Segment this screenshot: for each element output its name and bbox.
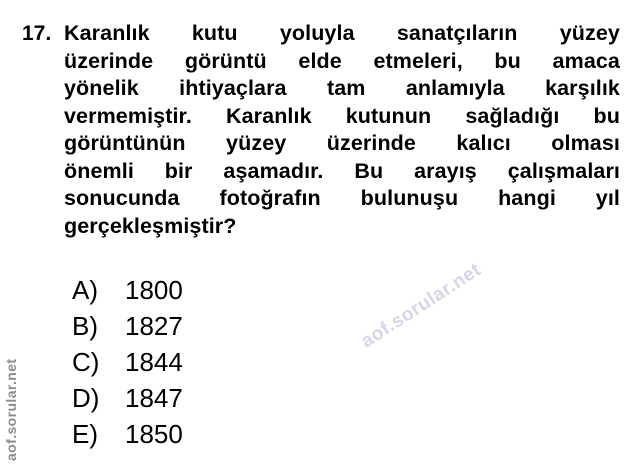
watermark-site-diagonal: aof.sorular.net <box>357 259 486 353</box>
question-number: 17. <box>22 22 52 45</box>
option-value: 1827 <box>125 310 183 341</box>
option-value: 1850 <box>125 418 183 449</box>
option-value: 1844 <box>125 346 183 377</box>
option-row-d <box>72 380 183 416</box>
question-line: önemli bir aşamadır. Bu arayış çalışmaları <box>64 158 620 183</box>
option-row-a <box>72 272 183 308</box>
question-text <box>64 20 620 240</box>
question-line: Karanlık kutu yoluyla sanatçıların yüzey <box>64 21 620 45</box>
answer-options <box>72 272 183 452</box>
watermark-site-vertical: aof.sorular.net <box>3 358 19 461</box>
option-letter: A) <box>72 274 98 305</box>
option-value: 1800 <box>125 274 183 305</box>
question-line: gerçekleşmiştir? <box>64 213 237 238</box>
question-block <box>22 20 620 240</box>
question-line: vermemiştir. Karanlık kutunun sağladığı bu <box>64 103 620 128</box>
option-letter: B) <box>72 310 98 341</box>
option-row-c <box>72 344 183 380</box>
option-letter: D) <box>72 382 100 413</box>
option-letter: E) <box>72 418 98 449</box>
question-line: görüntünün yüzey üzerinde kalıcı olması <box>64 131 620 155</box>
question-line: sonucunda fotoğrafın bulunuşu hangi yıl <box>64 186 620 210</box>
question-line: yönelik ihtiyaçlara tam anlamıyla karşılık <box>64 76 620 100</box>
option-value: 1847 <box>125 382 183 413</box>
option-letter: C) <box>72 346 100 377</box>
option-row-b <box>72 308 183 344</box>
question-line: üzerinde görüntü elde etmeleri, bu amaca <box>64 48 620 73</box>
option-row-e <box>72 416 183 452</box>
